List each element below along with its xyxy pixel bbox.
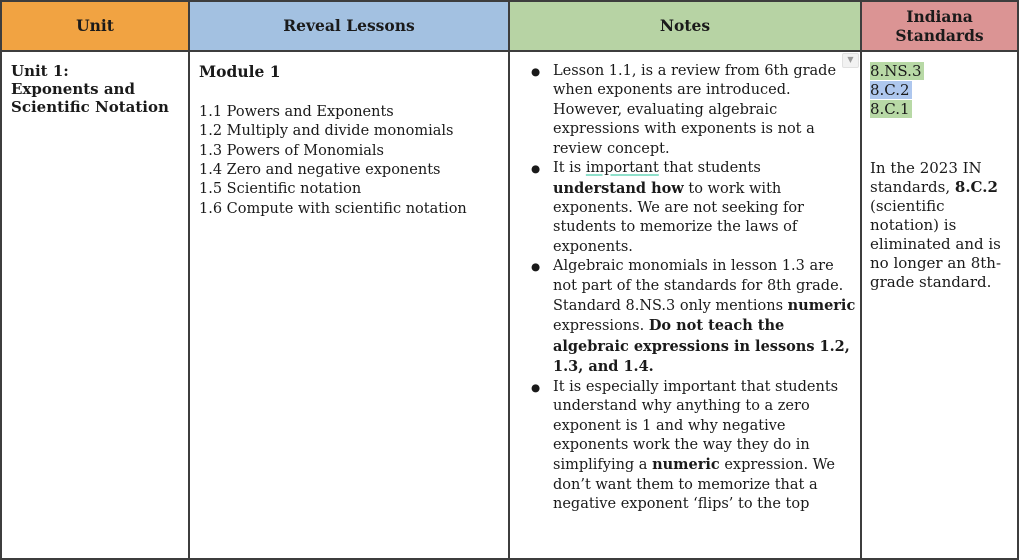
- note-bullet: [510, 159, 856, 257]
- reveal-lessons-cell: [190, 52, 510, 558]
- unit-cell: [2, 52, 190, 558]
- text-segment: Do not teach the algebraic expressions in lessons 1.2, 1.3, and 1.4.: [553, 317, 850, 376]
- notes-cell: [510, 52, 862, 558]
- standard-code-line: [870, 62, 1011, 81]
- text-segment: Lesson 1.1, is a review from 6th grade when exponents are introduced. However, evaluating algebraic expressions with exponents is not a review concept.: [553, 63, 837, 157]
- text-segment: 8.C.2: [954, 178, 998, 197]
- column-header-reveal-lessons-label: Reveal Lessons: [283, 16, 415, 36]
- note-bullet: [510, 257, 856, 378]
- unit-title: Exponents and Scientific Notation: [11, 80, 169, 116]
- notes-bullet-list: [510, 62, 856, 515]
- text-segment: expressions.: [553, 318, 649, 335]
- standard-code: 8.C.1: [870, 100, 910, 119]
- standards-note: [870, 159, 1011, 292]
- text-segment: It is: [553, 160, 586, 177]
- text-segment: (scientific notation) is eliminated and is no longer an 8th-grade standard.: [870, 197, 1002, 292]
- text-segment: important: [585, 160, 659, 177]
- standard-code-line: [870, 100, 1011, 119]
- standard-code-line: [870, 81, 1011, 100]
- note-bullet: [510, 378, 856, 515]
- lesson-item: 1.5 Scientific notation: [199, 181, 362, 198]
- text-segment: numeric: [652, 456, 720, 474]
- lesson-item: 1.6 Compute with scientific notation: [199, 200, 467, 217]
- text-segment: Algebraic monomials in lesson 1.3 are not part of the standards for 8th grade. Standard 8.NS.3 only mentions: [553, 258, 844, 315]
- text-segment: expression. We don’t want them to memorize that a negative exponent ‘flips’ to the top: [553, 457, 835, 513]
- indiana-standards-cell: [862, 52, 1017, 558]
- column-header-notes-label: Notes: [659, 16, 711, 36]
- text-segment: In the 2023 IN standards,: [870, 159, 982, 197]
- note-bullet: [510, 62, 856, 159]
- lesson-item: 1.2 Multiply and divide monomials: [199, 123, 454, 140]
- column-header-indiana-standards-label: Indiana Standards: [895, 6, 984, 45]
- lesson-item: 1.4 Zero and negative exponents: [199, 162, 441, 179]
- lesson-item: 1.1 Powers and Exponents: [199, 103, 394, 120]
- column-header-reveal-lessons: [190, 2, 510, 52]
- column-header-unit-label: Unit: [76, 16, 114, 36]
- lesson-item: 1.3 Powers of Monomials: [199, 142, 385, 159]
- text-segment: It is especially important that students understand why anything to a zero exponent is 1 and why negative exponents work the way they do in simplifying a: [553, 378, 839, 474]
- column-header-indiana-standards: [862, 2, 1017, 52]
- standard-code: 8.C.2: [870, 81, 910, 100]
- standard-code: 8.NS.3: [870, 62, 922, 80]
- unit-number: Unit 1:: [11, 62, 69, 80]
- text-segment: understand how: [553, 179, 684, 197]
- column-header-unit: [2, 2, 190, 52]
- chevron-down-glyph: ▼: [847, 55, 854, 65]
- module-title: Module 1: [199, 62, 281, 81]
- column-header-notes: [510, 2, 862, 52]
- text-segment: to work with exponents. We are not seeking for students to memorize the laws of exponents.: [553, 180, 804, 255]
- text-segment: that students: [658, 160, 761, 177]
- text-segment: numeric: [787, 297, 856, 315]
